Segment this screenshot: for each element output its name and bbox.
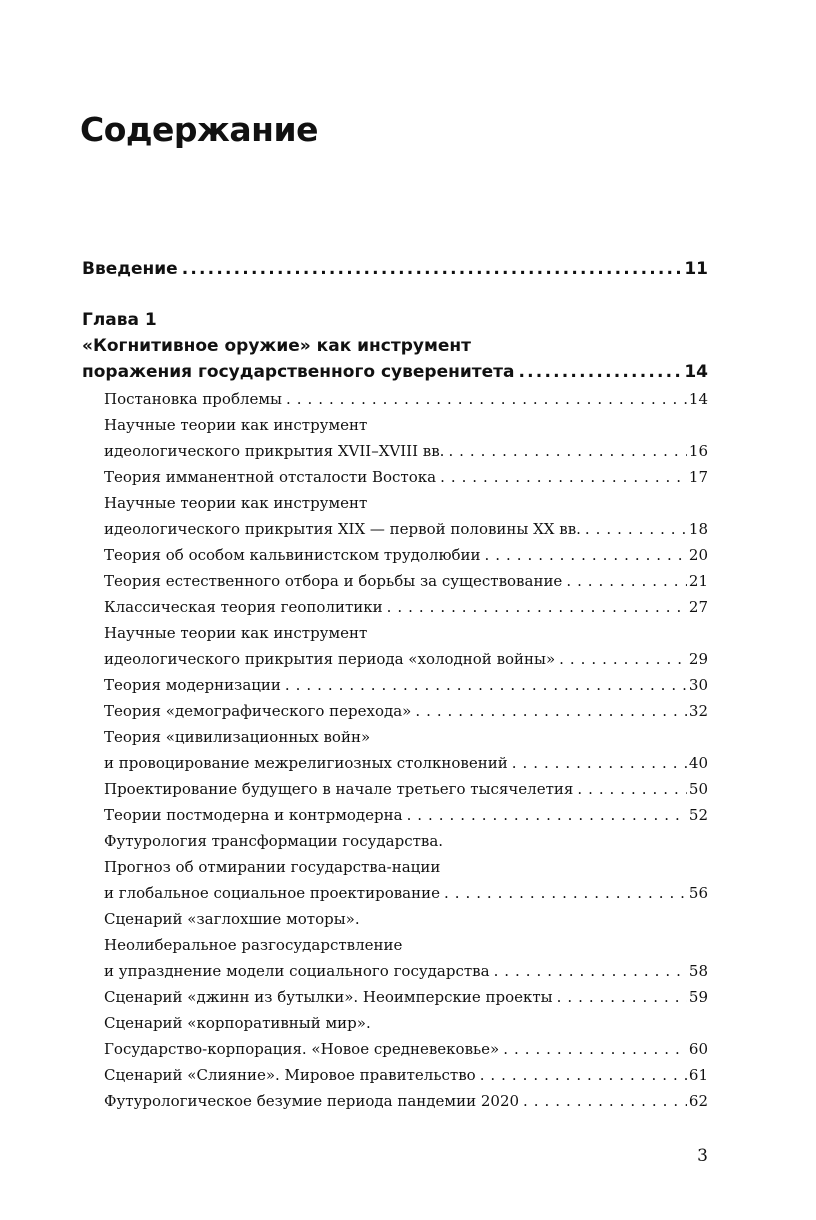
dot-leader	[448, 438, 686, 464]
toc-entry-page: 62	[688, 1092, 708, 1110]
toc-entry-title-line: Научные теории как инструмент	[104, 624, 368, 642]
dot-leader	[480, 1062, 687, 1088]
toc-entry-title-line: Проектирование будущего в начале третьего тысячелетия	[104, 780, 574, 798]
toc-entry-page: 14	[684, 362, 708, 382]
toc-entry-section[interactable]	[82, 412, 708, 464]
dot-leader	[566, 568, 687, 594]
toc-entry-section[interactable]	[82, 490, 708, 542]
toc-entry-row	[82, 958, 708, 984]
toc-entry-section[interactable]	[82, 802, 708, 828]
toc-entry-row	[82, 698, 708, 724]
toc-entry-title-line: Сценарий «заглохшие моторы».	[104, 910, 360, 928]
toc-entry-page: 20	[688, 546, 708, 564]
dot-leader	[387, 594, 687, 620]
chapter-label: Глава 1	[82, 310, 157, 330]
toc-entry-page: 16	[688, 442, 708, 460]
toc-entry-row	[82, 776, 708, 802]
chapter-title-line: поражения государственного суверенитета	[82, 362, 515, 382]
toc-entry-title-line: идеологического прикрытия XVII–XVIII вв.	[104, 442, 445, 460]
toc-entry-title-line: Государство-корпорация. «Новое средневековье»	[104, 1040, 500, 1058]
toc-entry-section[interactable]	[82, 464, 708, 490]
toc-entry-row	[82, 1088, 708, 1114]
toc-entry-section[interactable]	[82, 620, 708, 672]
toc-entry-page: 40	[688, 754, 708, 772]
toc-entry-section[interactable]	[82, 1088, 708, 1114]
page-number: 3	[697, 1146, 708, 1166]
dot-leader	[494, 958, 687, 984]
toc-entry-section[interactable]	[82, 594, 708, 620]
toc-entry-title-line: Неолиберальное разгосударствление	[104, 936, 403, 954]
toc-entry-title-line: Теория естественного отбора и борьбы за существование	[104, 572, 563, 590]
toc-entry-page: 59	[688, 988, 708, 1006]
toc-entry-title-line: Теория «демографического перехода»	[104, 702, 412, 720]
toc-entry-section[interactable]	[82, 386, 708, 412]
toc-entry-row	[82, 464, 708, 490]
toc-entry-section[interactable]	[82, 828, 708, 906]
dot-leader	[286, 386, 687, 412]
toc-entry-page: 61	[688, 1066, 708, 1084]
dot-leader	[444, 880, 687, 906]
toc-entry-title-line: Теория об особом кальвинистском трудолюбии	[104, 546, 481, 564]
toc-entry-page: 60	[688, 1040, 708, 1058]
toc-entry-row	[82, 750, 708, 776]
toc-entry-row	[82, 594, 708, 620]
toc-entry-row	[82, 568, 708, 594]
section-list	[82, 386, 708, 1114]
toc-entry-title-line: Теория модернизации	[104, 676, 281, 694]
toc-entry-section[interactable]	[82, 542, 708, 568]
toc-entry-title-line: Теория «цивилизационных войн»	[104, 728, 371, 746]
dot-leader	[415, 698, 687, 724]
toc-entry-row	[82, 984, 708, 1010]
dot-leader	[182, 256, 683, 283]
toc-entry-row	[82, 672, 708, 698]
toc-entry-page: 32	[688, 702, 708, 720]
toc-entry-title: Введение	[82, 259, 178, 279]
toc-entry-section[interactable]	[82, 776, 708, 802]
toc-entry-title-line: Теории постмодерна и контрмодерна	[104, 806, 403, 824]
toc-heading: Содержание	[80, 110, 318, 149]
toc-entry-title-line: идеологического прикрытия XIX — первой половины XX вв.	[104, 520, 581, 538]
toc-entry-title-line: идеологического прикрытия периода «холодной войны»	[104, 650, 556, 668]
dot-leader	[485, 542, 687, 568]
toc-entry-row	[82, 802, 708, 828]
toc-entry-section[interactable]	[82, 672, 708, 698]
toc-entry-row	[82, 542, 708, 568]
chapter-title-line: «Когнитивное оружие» как инструмент	[82, 336, 472, 356]
toc-entry-page: 27	[688, 598, 708, 616]
dot-leader	[577, 776, 687, 802]
toc-entry-row	[82, 438, 708, 464]
dot-leader	[585, 516, 687, 542]
toc-entry-title-line: Научные теории как инструмент	[104, 416, 368, 434]
toc-entry-page: 17	[688, 468, 708, 486]
toc-entry-title-line: Классическая теория геополитики	[104, 598, 383, 616]
toc-entry-title-line: и провоцирование межрелигиозных столкновений	[104, 754, 508, 772]
dot-leader	[285, 672, 687, 698]
toc-entry-page: 11	[684, 259, 708, 279]
toc-entry-page: 50	[688, 780, 708, 798]
toc-entry-section[interactable]	[82, 724, 708, 776]
dot-leader	[557, 984, 687, 1010]
toc-entry-section[interactable]	[82, 1062, 708, 1088]
toc-entry-page: 52	[688, 806, 708, 824]
toc-entry-title-line: Теория имманентной отсталости Востока	[104, 468, 437, 486]
dot-leader	[440, 464, 687, 490]
toc-entry-title-line: Постановка проблемы	[104, 390, 282, 408]
dot-leader	[407, 802, 687, 828]
dot-leader	[518, 359, 682, 386]
toc-entry-section[interactable]	[82, 1010, 708, 1062]
toc-entry-row	[82, 880, 708, 906]
toc-entry-title-line: Сценарий «Слияние». Мировое правительство	[104, 1066, 476, 1084]
toc-entry-page: 21	[688, 572, 708, 590]
toc-entry-title-line: Прогноз об отмирании государства-нации	[104, 858, 441, 876]
toc-entry-title-line: Футурологическое безумие периода пандемии 2020	[104, 1092, 520, 1110]
toc-entry-title-line: Сценарий «корпоративный мир».	[104, 1014, 371, 1032]
toc-entry-chapter[interactable]	[82, 359, 708, 386]
toc-entry-section[interactable]	[82, 906, 708, 984]
toc-entry-page: 14	[688, 390, 708, 408]
toc-entry-row	[82, 646, 708, 672]
toc-entry-title-line: и глобальное социальное проектирование	[104, 884, 440, 902]
toc-entry-page: 29	[688, 650, 708, 668]
toc-entry-section[interactable]	[82, 984, 708, 1010]
toc-entry-row	[82, 1036, 708, 1062]
dot-leader	[512, 750, 687, 776]
toc-entry-row	[82, 1062, 708, 1088]
dot-leader	[523, 1088, 687, 1114]
toc-entry-section[interactable]	[82, 698, 708, 724]
toc-entry-row	[82, 516, 708, 542]
toc-entry-title-line: Футурология трансформации государства.	[104, 832, 444, 850]
dot-leader	[503, 1036, 687, 1062]
toc-entry-intro[interactable]	[82, 256, 708, 283]
toc-entry-page: 30	[688, 676, 708, 694]
toc-entry-section[interactable]	[82, 568, 708, 594]
table-of-contents	[82, 256, 708, 1114]
toc-entry-title-line: Сценарий «джинн из бутылки». Неоимперские проекты	[104, 988, 553, 1006]
toc-entry-title-line: Научные теории как инструмент	[104, 494, 368, 512]
toc-entry-page: 58	[688, 962, 708, 980]
toc-entry-row	[82, 386, 708, 412]
toc-entry-page: 18	[688, 520, 708, 538]
toc-entry-page: 56	[688, 884, 708, 902]
toc-entry-title-line: и упразднение модели социального государства	[104, 962, 490, 980]
dot-leader	[559, 646, 687, 672]
